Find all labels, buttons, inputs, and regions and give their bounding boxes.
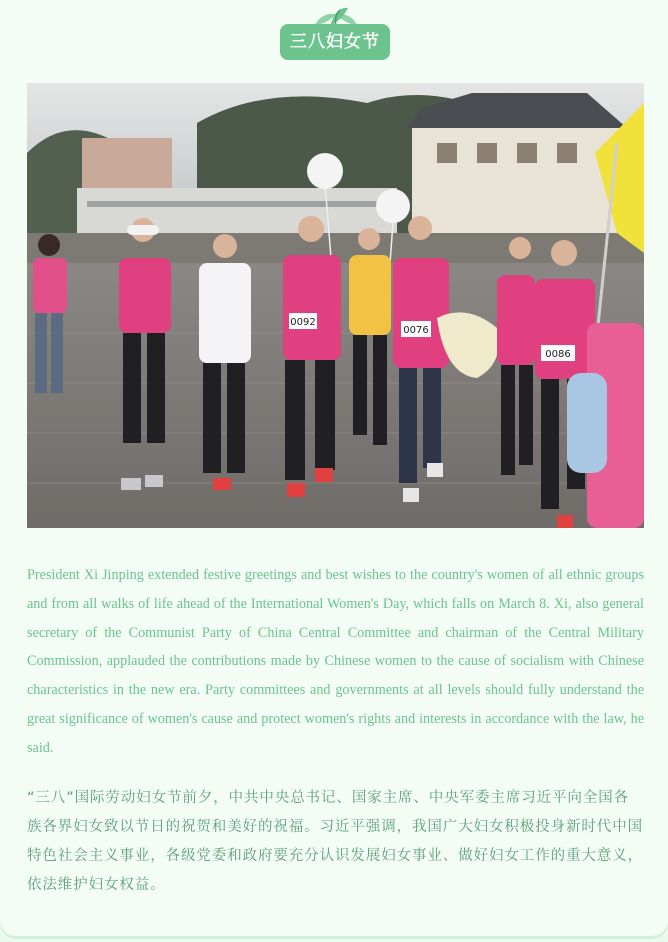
english-paragraph: President Xi Jinping extended festive greetings and best wishes to the country's women of all ethnic groups and from all walks of life ahead of the International Women's Day, which falls on March 8. Xi, also general secretary of the Communist Party of China Central Committee and chairman of the Central Military Commission, applauded the contributions made by Chinese women to the cause of socialism with Chinese characteristics in the new era. Party committees and governments at all levels should fully understand the great significance of women's cause and protect women's rights and interests in accordance with the law, he said. <box>27 567 644 756</box>
title-badge: 三八妇女节 <box>280 24 390 60</box>
chinese-paragraph: “三八”国际劳动妇女节前夕，中共中央总书记、国家主席、中央军委主席习近平向全国各族各界妇女致以节日的祝贺和美好的祝福。习近平强调，我国广大妇女积极投身新时代中国特色社会主义事业，各级党委和政府要充分认识发展妇女事业、做好妇女工作的重大意义，依法维护妇女权益。 <box>27 790 643 893</box>
running-women-photo <box>27 83 644 528</box>
bib-number-0086: 0086 <box>545 349 571 360</box>
bib-number-0092: 0092 <box>290 317 316 328</box>
title-badge-wrap <box>280 6 390 62</box>
bib-number-0076: 0076 <box>403 325 429 336</box>
